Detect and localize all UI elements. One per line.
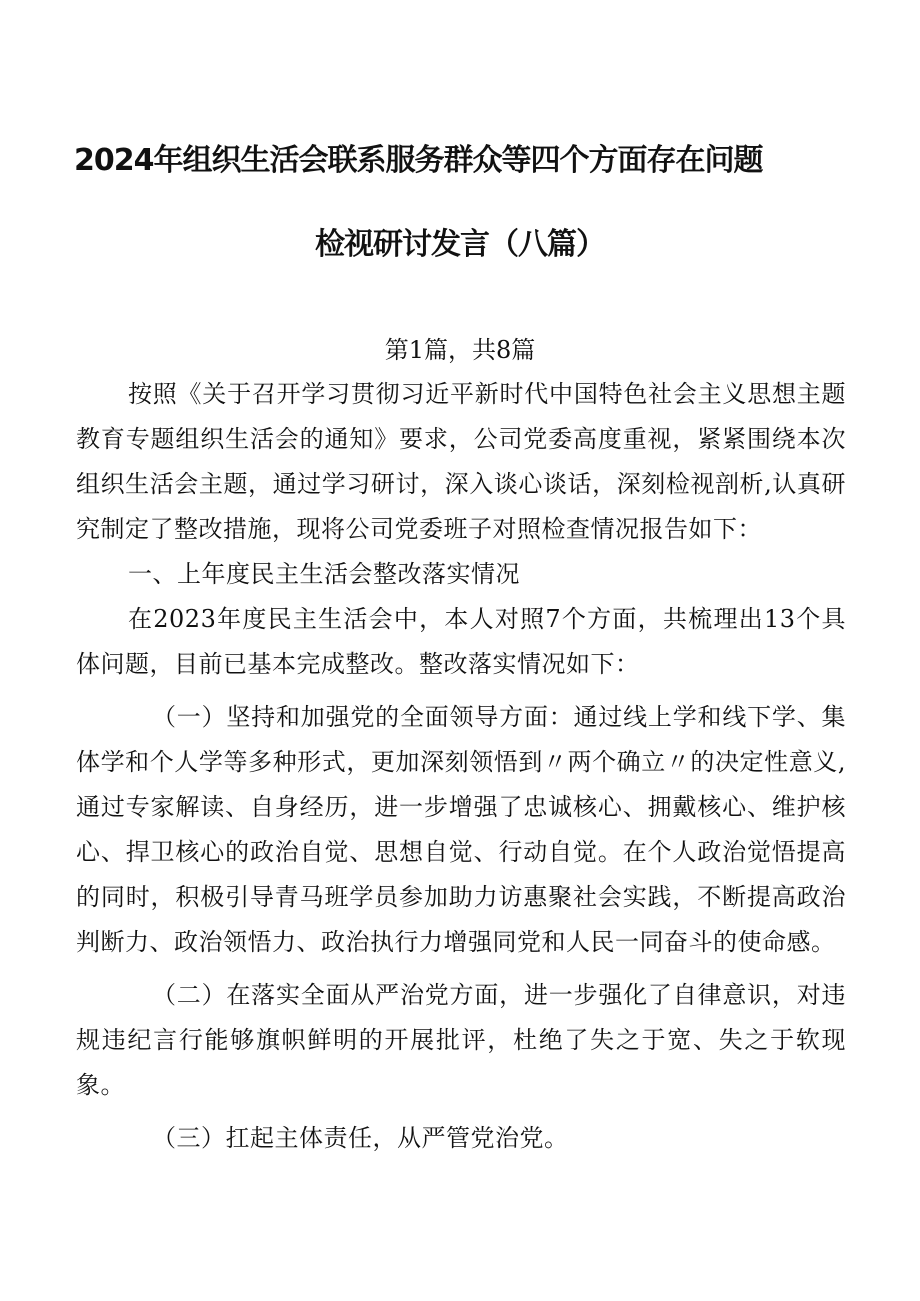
intro-paragraph: 按照《关于召开学习贯彻习近平新时代中国特色社会主义思想主题教育专题组织生活会的通知》要求，公司党委高度重视，紧紧围绕本次组织生活会主题，通过学习研讨，深入谈心谈话，深刻检视剖析,认真研究制定了整改措施，现将公司党委班子对照检查情况报告如下： <box>76 380 846 543</box>
paragraph-item-3: （三）扛起主体责任，从严管党治党。 <box>152 1124 569 1152</box>
paragraph-item-1: （一）坚持和加强党的全面领导方面：通过线上学和线下学、集体学和个人学等多种形式，更加深刻领悟到〃两个确立〃的决定性意义,通过专家解读、自身经历，进一步增强了忠诚核心、拥戴核心、维护核心、捍卫核心的政治自觉、思想自觉、行动自觉。在个人政治觉悟提高的同时，积极引导青马班学员参加助力访惠聚社会实践，不断提高政治判断力、政治领悟力、政治执行力增强同党和人民一同奋斗的使命感。 <box>76 703 846 956</box>
document-title-line-1: 2024年组织生活会联系服务群众等四个方面存在问题 <box>74 143 763 178</box>
section-heading-1: 一、上年度民主生活会整改落实情况 <box>128 560 520 588</box>
document-title-line-2: 检视研讨发言（八篇） <box>315 227 605 262</box>
document-subtitle: 第1篇，共8篇 <box>384 336 536 364</box>
paragraph-2023-review: 在2023年度民主生活会中，本人对照7个方面，共梳理出13个具体问题，目前已基本完成整改。整改落实情况如下： <box>76 605 846 678</box>
document-body <box>76 372 846 1161</box>
paragraph-item-2: （二）在落实全面从严治党方面，进一步强化了自律意识，对违规违纪言行能够旗帜鲜明的开展批评，杜绝了失之于宽、失之于软现象。 <box>76 981 846 1099</box>
